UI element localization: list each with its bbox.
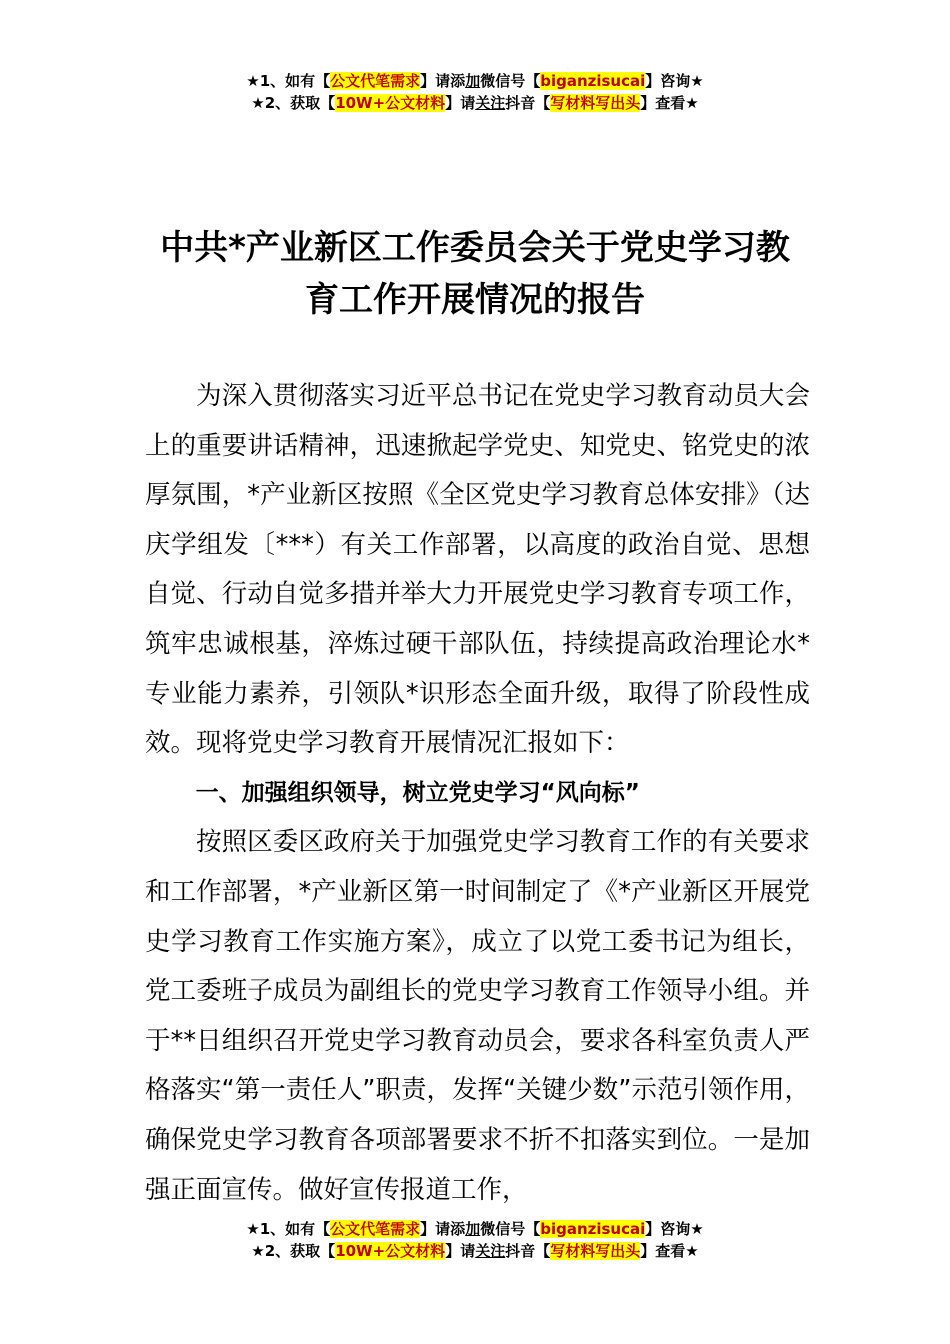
banner-highlight: biganzisucai	[540, 72, 646, 90]
banner-text: 】查看★	[640, 1242, 699, 1260]
banner-line-1	[0, 70, 950, 92]
title-line-2: 育工作开展情况的报告	[305, 280, 645, 320]
banner-highlight: 公文代笔需求	[330, 1220, 421, 1238]
banner-text: 】请添	[420, 1220, 466, 1238]
banner-text: 微信号【	[480, 1220, 541, 1238]
banner-highlight: 写材料写出头	[550, 1242, 641, 1260]
banner-text: 】请	[445, 94, 476, 112]
banner-underlined: 关注	[475, 94, 506, 112]
document-body	[145, 372, 810, 1215]
banner-highlight: 10W+公文材料	[335, 94, 446, 112]
banner-text: ★2、获取【	[251, 94, 336, 112]
banner-line-2	[0, 92, 950, 114]
top-banner	[0, 70, 950, 114]
banner-text: 】请添	[420, 72, 466, 90]
document-title	[120, 222, 830, 326]
section-heading: 一、加强组织领导，树立党史学习“风向标”	[195, 779, 640, 806]
banner-highlight: 写材料写出头	[550, 94, 641, 112]
bottom-banner	[0, 1218, 950, 1262]
intro-paragraph: 为深入贯彻落实习近平总书记在党史学习教育动员大会上的重要讲话精神，迅速掀起学党史、知党史、铭党史的浓厚氛围，*产业新区按照《全区党史学习教育总体安排》（达庆学组发〔***）有关工作部署，以高度的政治自觉、思想自觉、行动自觉多措并举大力开展党史学习教育专项工作，筑牢忠诚根基，淬炼过硬干部队伍，持续提高政治理论水*专业能力素养，引领队*识形态全面升级，取得了阶段性成效。现将党史学习教育开展情况汇报如下：	[145, 381, 810, 759]
banner-highlight: biganzisucai	[540, 1220, 646, 1238]
banner-text: 】查看★	[640, 94, 699, 112]
banner-text: 抖音【	[505, 94, 551, 112]
banner-highlight: 10W+公文材料	[335, 1242, 446, 1260]
banner-underlined: 加	[465, 72, 481, 90]
banner-text: ★2、获取【	[251, 1242, 336, 1260]
banner-highlight: 公文代笔需求	[330, 72, 421, 90]
title-line-1: 中共*产业新区工作委员会关于党史学习教	[160, 228, 790, 268]
banner-text: ★1、如有【	[246, 1220, 331, 1238]
banner-text: 】咨询★	[645, 1220, 704, 1238]
banner-text: 】请	[445, 1242, 476, 1260]
banner-text: ★1、如有【	[246, 72, 331, 90]
banner-underlined: 关注	[475, 1242, 506, 1260]
banner-line-2	[0, 1240, 950, 1262]
banner-text: 微信号【	[480, 72, 541, 90]
section-paragraph: 按照区委区政府关于加强党史学习教育工作的有关要求和工作部署，*产业新区第一时间制定了《*产业新区开展党史学习教育工作实施方案》，成立了以党工委书记为组长，党工委班子成员为副组长的党史学习教育工作领导小组。并于**日组织召开党史学习教育动员会，要求各科室负责人严格落实“第一责任人”职责，发挥“关键少数”示范引领作用，确保党史学习教育各项部署要求不折不扣落实到位。一是加强正面宣传。做好宣传报道工作，	[145, 827, 810, 1205]
banner-underlined: 加	[465, 1220, 481, 1238]
banner-text: 抖音【	[505, 1242, 551, 1260]
banner-line-1	[0, 1218, 950, 1240]
banner-text: 】咨询★	[645, 72, 704, 90]
